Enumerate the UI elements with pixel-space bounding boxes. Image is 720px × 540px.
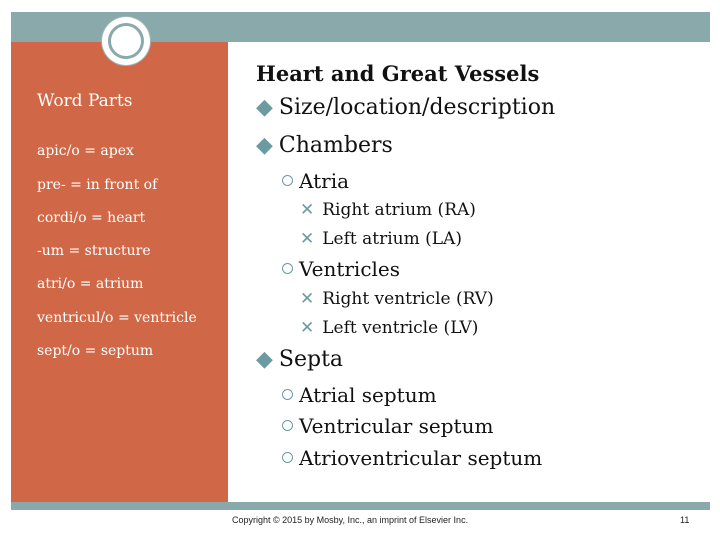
bullet-septa: ◆ Septa: [256, 347, 344, 372]
bullet-icon: ◆: [256, 133, 273, 158]
circle-bullet-icon: [282, 389, 293, 400]
copyright-footer: Copyright © 2015 by Mosby, Inc., an imprint of Elsevier Inc.: [232, 515, 469, 525]
cross-bullet-icon: ✕: [300, 229, 315, 249]
bullet-atrial-septum: Atrial septum: [282, 383, 437, 407]
slide-title: Heart and Great Vessels: [256, 61, 540, 86]
word-part-item: sept/o = septum: [37, 343, 154, 359]
bullet-icon: ◆: [256, 95, 273, 120]
bullet-right-atrium: ✕ Right atrium (RA): [300, 200, 476, 220]
bullet-right-ventricle: ✕ Right ventricle (RV): [300, 289, 494, 309]
bullet-chambers: ◆ Chambers: [256, 133, 393, 158]
word-part-item: pre- = in front of: [37, 177, 158, 193]
page-number: 11: [680, 515, 690, 525]
bullet-ventricular-septum: Ventricular septum: [282, 414, 493, 438]
word-parts-title: Word Parts: [37, 91, 133, 111]
bullet-ventricles: Ventricles: [282, 257, 400, 281]
cross-bullet-icon: ✕: [300, 289, 315, 309]
word-part-item: -um = structure: [37, 243, 151, 259]
word-part-item: atri/o = atrium: [37, 276, 144, 292]
ring-ornament-icon: [102, 17, 150, 65]
word-part-item: cordi/o = heart: [37, 210, 146, 226]
bullet-av-septum: Atrioventricular septum: [282, 446, 542, 470]
left-panel: [11, 42, 228, 502]
word-part-item: apic/o = apex: [37, 143, 134, 159]
circle-bullet-icon: [282, 175, 293, 186]
bottom-bar: [11, 502, 710, 510]
cross-bullet-icon: ✕: [300, 200, 315, 220]
circle-bullet-icon: [282, 452, 293, 463]
circle-bullet-icon: [282, 420, 293, 431]
bullet-atria: Atria: [282, 169, 349, 193]
bullet-left-atrium: ✕ Left atrium (LA): [300, 229, 462, 249]
bullet-icon: ◆: [256, 347, 273, 372]
word-part-item: ventricul/o = ventricle: [37, 310, 197, 326]
circle-bullet-icon: [282, 263, 293, 274]
bullet-left-ventricle: ✕ Left ventricle (LV): [300, 318, 479, 338]
bullet-size: ◆ Size/location/description: [256, 95, 556, 120]
cross-bullet-icon: ✕: [300, 318, 315, 338]
